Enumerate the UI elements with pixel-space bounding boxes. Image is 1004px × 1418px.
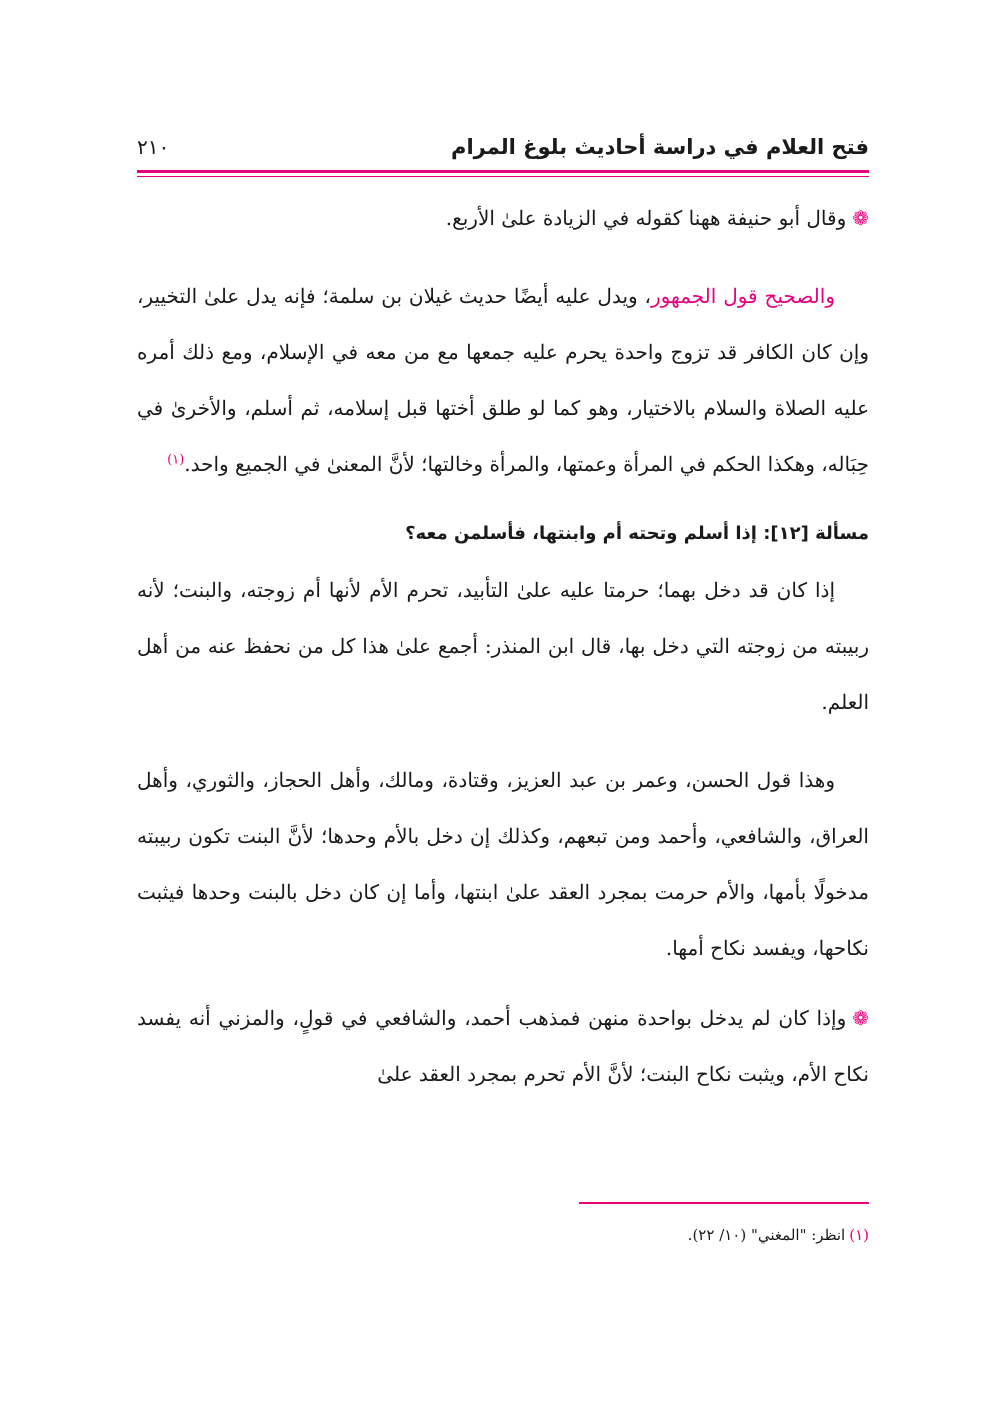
footnote-separator	[579, 1202, 869, 1204]
highlighted-phrase: والصحيح قول الجمهور	[651, 284, 835, 308]
section-heading: مسألة [١٢]: إذا أسلم وتحته أم وابنتها، فأسلمن معه؟	[405, 523, 869, 544]
paragraph-5-text: وإذا كان لم يدخل بواحدة منهن فمذهب أحمد، والشافعي في قولٍ، والمزني أنه يفسد نكاح الأم، ويثبت نكاح البنت؛ لأنَّ الأم تحرم بمجرد العقد علىٰ	[137, 1006, 869, 1086]
header-rule-thick	[137, 170, 869, 173]
page-header	[137, 132, 869, 166]
paragraph-5	[137, 990, 869, 1102]
book-title: فتح العلام في دراسة أحاديث بلوغ المرام	[451, 135, 869, 159]
footnote-number: (١)	[849, 1226, 869, 1244]
footnote-text: انظر: "المغني" (١٠/ ٢٢).	[687, 1226, 846, 1244]
page-number: ٢١٠	[137, 135, 170, 159]
paragraph-2-text: ، ويدل عليه أيضًا حديث غيلان بن سلمة؛ فإنه يدل علىٰ التخيير، وإن كان الكافر قد تزوج واحدة يحرم عليه جمعها مع من معه في الإسلام، ومع ذلك أمره عليه الصلاة والسلام بالاختيار، وهو كما لو طلق أختها قبل إسلامه، ثم أسلم، والأخرىٰ في حِبَاله، وهكذا الحكم في المرأة وعمتها، والمرأة وخالتها؛ لأنَّ المعنىٰ في الجميع واحد.	[137, 284, 869, 476]
paragraph-3: إذا كان قد دخل بهما؛ حرمتا عليه علىٰ التأبيد، تحرم الأم لأنها أم زوجته، والبنت؛ لأنه ربيبته من زوجته التي دخل بها، قال ابن المنذر: أجمع علىٰ هذا كل من نحفظ عنه من أهل العلم.	[137, 578, 869, 714]
paragraph-4: وهذا قول الحسن، وعمر بن عبد العزيز، وقتادة، ومالك، وأهل الحجاز، والثوري، وأهل العراق، والشافعي، وأحمد ومن تبعهم، وكذلك إن دخل بالأم وحدها؛ لأنَّ البنت تكون ربيبته مدخولًا بأمها، والأم حرمت بمجرد العقد علىٰ ابنتها، وأما إن كان دخل بالبنت وحدها فيثبت نكاحها، ويفسد نكاح أمها.	[137, 768, 869, 960]
document-page	[137, 0, 869, 1418]
footnote-reference[interactable]: (١)	[167, 452, 185, 468]
flower-ornament-icon: ❁	[852, 206, 869, 230]
paragraph-1	[137, 190, 869, 246]
paragraph-1-text: وقال أبو حنيفة ههنا كقوله في الزيادة علىٰ الأربع.	[445, 206, 847, 230]
header-rule-thin	[137, 176, 869, 177]
flower-ornament-icon: ❁	[852, 1006, 870, 1030]
footnote	[688, 1222, 869, 1248]
paragraph-2	[137, 268, 869, 492]
main-text	[137, 190, 869, 1102]
